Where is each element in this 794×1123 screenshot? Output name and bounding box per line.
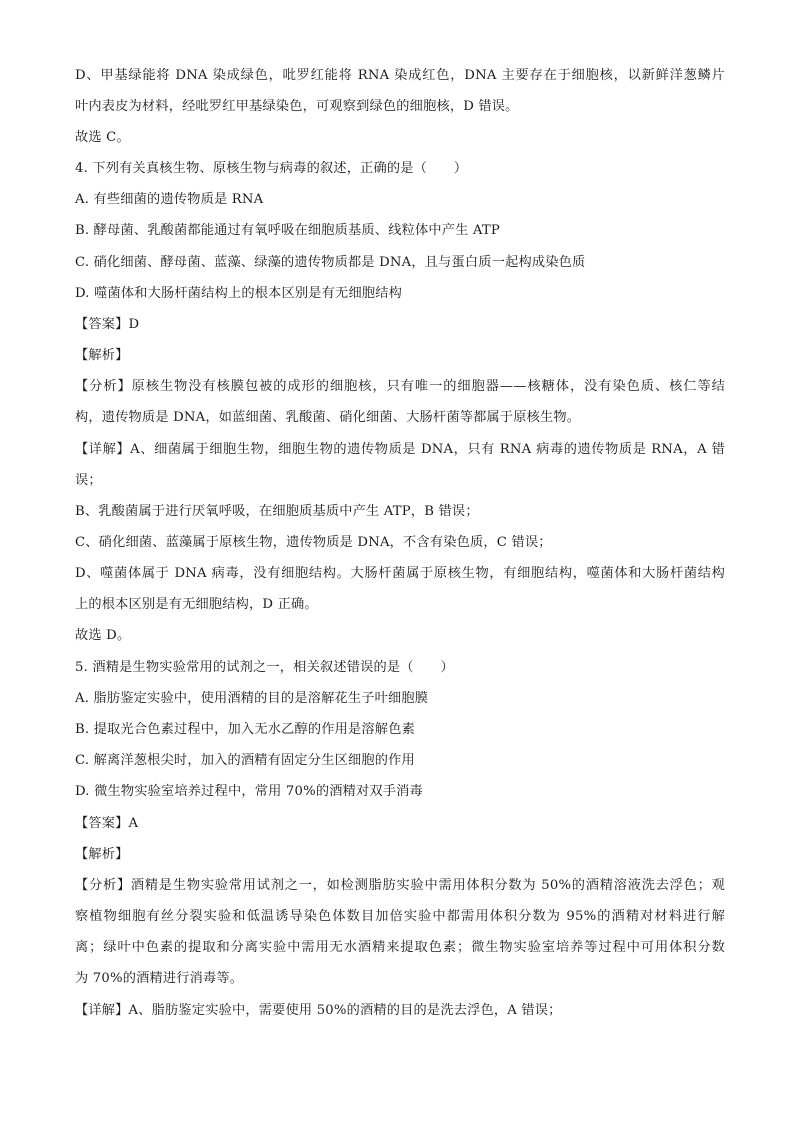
question-5-stem: 5. 酒精是生物实验常用的试剂之一，相关叙述错误的是（ ） [75, 660, 454, 675]
question-4-option-a: A. 有些细菌的遗传物质是 RNA [75, 192, 264, 207]
question-4-analysis-line-2: 构，遗传物质是 DNA，如蓝细菌、乳酸菌、硝化细菌、大肠杆菌等都属于原核生物。 [75, 410, 581, 425]
question-5-analysis-line-3: 离；绿叶中色素的提取和分离实验中需用无水酒精来提取色素；微生物实验室培养等过程中可用体积分数 [75, 940, 725, 955]
explanation-option-d-line-1: D、甲基绿能将 DNA 染成绿色，吡罗红能将 RNA 染成红色，DNA 主要存在于细胞核，以新鲜洋葱鳞片 [75, 68, 725, 83]
question-4-detail-a-line-1: 【详解】A、细菌属于细胞生物，细胞生物的遗传物质是 DNA，只有 RNA 病毒的遗传物质是 RNA，A 错 [75, 442, 725, 457]
question-4-detail-c: C、硝化细菌、蓝藻属于原核生物，遗传物质是 DNA，不含有染色质，C 错误； [75, 535, 552, 550]
question-5-detail-a: 【详解】A、脂肪鉴定实验中，需要使用 50%的酒精的目的是洗去浮色，A 错误； [75, 1003, 562, 1018]
answer-choice-q4: 故选 D。 [75, 628, 131, 643]
question-4-detail-d-line-1: D、噬菌体属于 DNA 病毒，没有细胞结构。大肠杆菌属于原核生物，有细胞结构，噬菌体和大肠杆菌结构 [75, 566, 725, 581]
question-4-option-b: B. 酵母菌、乳酸菌都能通过有氧呼吸在细胞质基质、线粒体中产生 ATP [75, 223, 500, 238]
question-5-option-a: A. 脂肪鉴定实验中，使用酒精的目的是溶解花生子叶细胞膜 [75, 691, 429, 706]
question-4-detail-d-line-2: 上的根本区别是有无细胞结构，D 正确。 [75, 597, 318, 612]
question-4-option-d: D. 噬菌体和大肠杆菌结构上的根本区别是有无细胞结构 [75, 286, 402, 301]
question-5-option-b: B. 提取光合色素过程中，加入无水乙醇的作用是溶解色素 [75, 722, 415, 737]
question-4-stem: 4. 下列有关真核生物、原核生物与病毒的叙述，正确的是（ ） [75, 161, 468, 176]
question-4-analysis-heading: 【解析】 [75, 348, 129, 363]
question-5-analysis-line-4: 为 70%的酒精进行消毒等。 [75, 971, 244, 986]
question-5-analysis-line-1: 【分析】酒精是生物实验常用试剂之一，如检测脂肪实验中需用体积分数为 50%的酒精溶液洗去浮色；观 [75, 878, 725, 893]
question-5-analysis-heading: 【解析】 [75, 847, 129, 862]
question-4-analysis-line-1: 【分析】原核生物没有核膜包被的成形的细胞核，只有唯一的细胞器——核糖体，没有染色质、核仁等结 [75, 379, 725, 394]
answer-choice-q3: 故选 C。 [75, 130, 130, 145]
question-4-option-c: C. 硝化细菌、酵母菌、蓝藻、绿藻的遗传物质都是 DNA，且与蛋白质一起构成染色质 [75, 255, 586, 270]
question-4-detail-a-line-2: 误； [75, 473, 102, 488]
explanation-option-d-line-2: 叶内表皮为材料，经吡罗红甲基绿染色，可观察到绿色的细胞核，D 错误。 [75, 99, 519, 114]
question-5-analysis-line-2: 察植物细胞有丝分裂实验和低温诱导染色体数目加倍实验中都需用体积分数为 95%的酒精对材料进行解 [75, 909, 725, 924]
question-5-answer: 【答案】A [75, 816, 139, 831]
question-4-detail-b: B、乳酸菌属于进行厌氧呼吸，在细胞质基质中产生 ATP，B 错误； [75, 504, 479, 519]
question-5-option-d: D. 微生物实验室培养过程中，常用 70%的酒精对双手消毒 [75, 784, 423, 799]
question-4-answer: 【答案】D [75, 317, 140, 332]
question-5-option-c: C. 解离洋葱根尖时，加入的酒精有固定分生区细胞的作用 [75, 753, 415, 768]
